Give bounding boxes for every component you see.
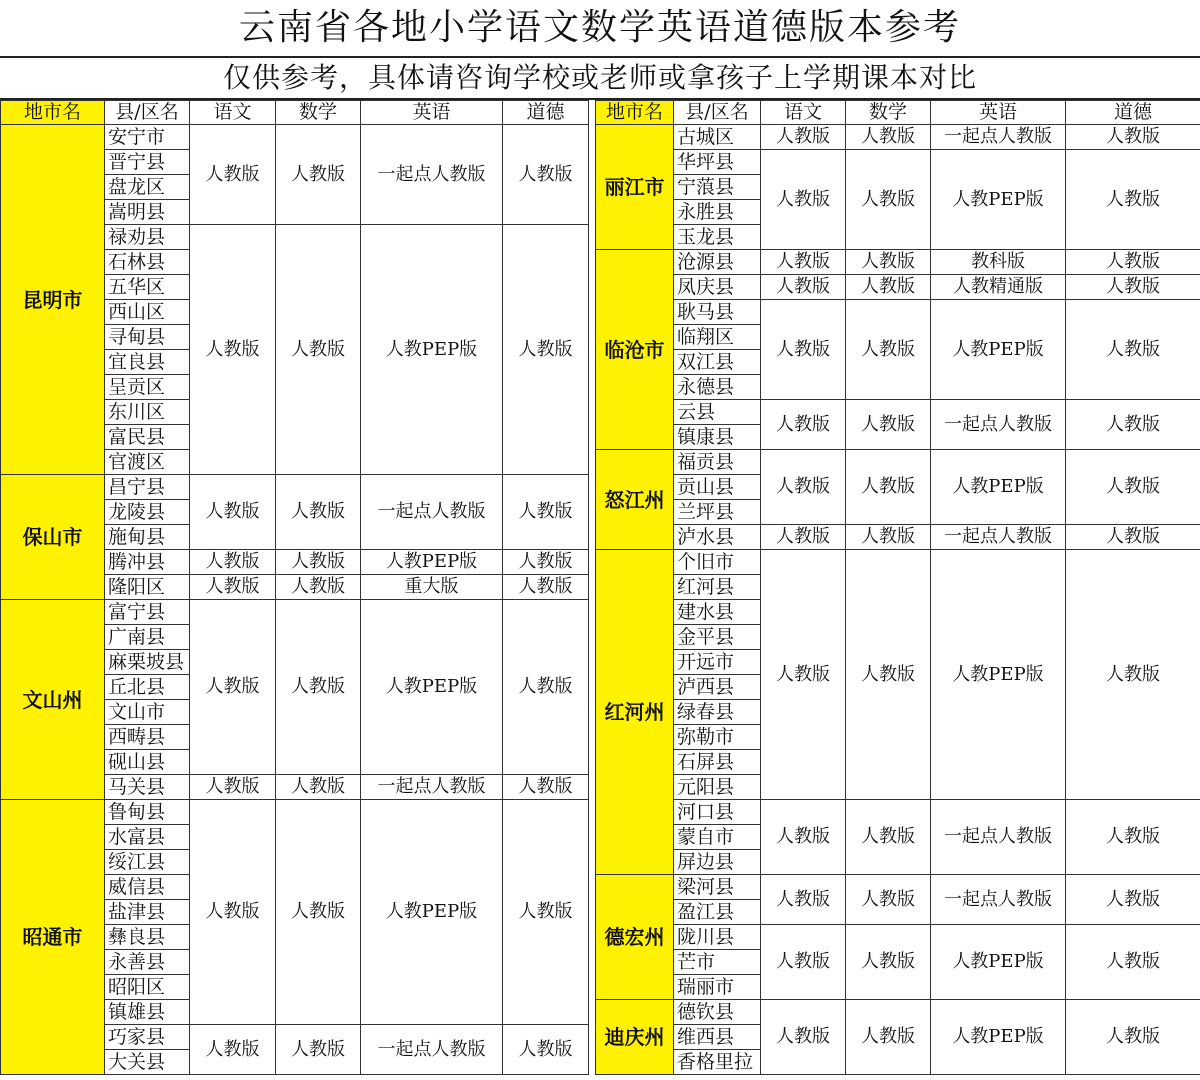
county-cell: 盘龙区 [104, 174, 190, 200]
city-cell: 保山市 [0, 474, 105, 600]
county-cell: 昭阳区 [104, 974, 190, 1000]
yingyu-version-cell: 一起点人教版 [360, 774, 503, 800]
daode-version-cell: 人教版 [502, 774, 589, 800]
county-cell: 泸水县 [673, 524, 761, 550]
county-cell: 贡山县 [673, 474, 761, 500]
county-cell: 砚山县 [104, 749, 190, 775]
shuxue-version-cell: 人教版 [845, 524, 931, 550]
county-cell: 盐津县 [104, 899, 190, 925]
county-cell: 宁蒗县 [673, 174, 761, 200]
county-cell: 大关县 [104, 1049, 190, 1075]
header-cell: 语文 [189, 100, 276, 125]
shuxue-version-cell: 人教版 [275, 1024, 361, 1075]
county-cell: 广南县 [104, 624, 190, 650]
divider-line [0, 98, 1200, 100]
yingyu-version-cell: 一起点人教版 [360, 124, 503, 225]
shuxue-version-cell: 人教版 [275, 574, 361, 600]
county-cell: 晋宁县 [104, 149, 190, 175]
yuwen-version-cell: 人教版 [760, 149, 846, 250]
yingyu-version-cell: 人教PEP版 [360, 549, 503, 575]
county-cell: 绿春县 [673, 699, 761, 725]
daode-version-cell: 人教版 [1065, 399, 1200, 450]
county-cell: 呈贡区 [104, 374, 190, 400]
header-cell: 道德 [1065, 100, 1200, 125]
shuxue-version-cell: 人教版 [275, 224, 361, 475]
header-cell: 数学 [275, 100, 361, 125]
county-cell: 西山区 [104, 299, 190, 325]
county-cell: 陇川县 [673, 924, 761, 950]
county-cell: 威信县 [104, 874, 190, 900]
header-cell: 县/区名 [104, 100, 190, 125]
county-cell: 泸西县 [673, 674, 761, 700]
header-cell: 县/区名 [673, 100, 761, 125]
shuxue-version-cell: 人教版 [845, 999, 931, 1075]
county-cell: 腾冲县 [104, 549, 190, 575]
county-cell: 永胜县 [673, 199, 761, 225]
county-cell: 古城区 [673, 124, 761, 150]
shuxue-version-cell: 人教版 [845, 874, 931, 925]
yingyu-version-cell: 人教PEP版 [360, 224, 503, 475]
yuwen-version-cell: 人教版 [760, 924, 846, 1000]
daode-version-cell: 人教版 [1065, 924, 1200, 1000]
city-cell: 红河州 [595, 549, 674, 875]
county-cell: 安宁市 [104, 124, 190, 150]
yuwen-version-cell: 人教版 [760, 999, 846, 1075]
daode-version-cell: 人教版 [1065, 524, 1200, 550]
daode-version-cell: 人教版 [1065, 249, 1200, 275]
county-cell: 彝良县 [104, 924, 190, 950]
county-cell: 屏边县 [673, 849, 761, 875]
daode-version-cell: 人教版 [502, 124, 589, 225]
city-cell: 临沧市 [595, 249, 674, 450]
yingyu-version-cell: 一起点人教版 [930, 799, 1066, 875]
county-cell: 巧家县 [104, 1024, 190, 1050]
shuxue-version-cell: 人教版 [845, 549, 931, 800]
daode-version-cell: 人教版 [1065, 799, 1200, 875]
page-subtitle: 仅供参考，具体请咨询学校或老师或拿孩子上学期课本对比 [222, 61, 977, 94]
yuwen-version-cell: 人教版 [760, 299, 846, 400]
county-cell: 镇雄县 [104, 999, 190, 1025]
shuxue-version-cell: 人教版 [275, 549, 361, 575]
yuwen-version-cell: 人教版 [189, 799, 276, 1025]
shuxue-version-cell: 人教版 [275, 774, 361, 800]
county-cell: 兰坪县 [673, 499, 761, 525]
shuxue-version-cell: 人教版 [845, 799, 931, 875]
county-cell: 鲁甸县 [104, 799, 190, 825]
shuxue-version-cell: 人教版 [845, 149, 931, 250]
yingyu-version-cell: 人教PEP版 [930, 549, 1066, 800]
yingyu-version-cell: 教科版 [930, 249, 1066, 275]
divider-line [0, 56, 1200, 58]
daode-version-cell: 人教版 [1065, 999, 1200, 1075]
shuxue-version-cell: 人教版 [275, 124, 361, 225]
city-cell: 德宏州 [595, 874, 674, 1000]
yuwen-version-cell: 人教版 [189, 124, 276, 225]
yingyu-version-cell: 人教PEP版 [930, 924, 1066, 1000]
county-cell: 云县 [673, 399, 761, 425]
yuwen-version-cell: 人教版 [760, 524, 846, 550]
county-cell: 芒市 [673, 949, 761, 975]
city-cell: 昭通市 [0, 799, 105, 1075]
county-cell: 宜良县 [104, 349, 190, 375]
county-cell: 维西县 [673, 1024, 761, 1050]
shuxue-version-cell: 人教版 [845, 399, 931, 450]
county-cell: 石屏县 [673, 749, 761, 775]
county-cell: 沧源县 [673, 249, 761, 275]
county-cell: 镇康县 [673, 424, 761, 450]
yuwen-version-cell: 人教版 [760, 449, 846, 525]
header-cell: 地市名 [595, 100, 674, 125]
county-cell: 富民县 [104, 424, 190, 450]
shuxue-version-cell: 人教版 [275, 799, 361, 1025]
yingyu-version-cell: 一起点人教版 [360, 1024, 503, 1075]
county-cell: 元阳县 [673, 774, 761, 800]
shuxue-version-cell: 人教版 [845, 274, 931, 300]
county-cell: 石林县 [104, 249, 190, 275]
daode-version-cell: 人教版 [502, 574, 589, 600]
header-cell: 地市名 [0, 100, 105, 125]
county-cell: 开远市 [673, 649, 761, 675]
yingyu-version-cell: 一起点人教版 [930, 399, 1066, 450]
county-cell: 嵩明县 [104, 199, 190, 225]
county-cell: 绥江县 [104, 849, 190, 875]
shuxue-version-cell: 人教版 [845, 124, 931, 150]
yuwen-version-cell: 人教版 [189, 224, 276, 475]
county-cell: 龙陵县 [104, 499, 190, 525]
yingyu-version-cell: 人教PEP版 [930, 999, 1066, 1075]
shuxue-version-cell: 人教版 [275, 599, 361, 775]
yuwen-version-cell: 人教版 [189, 549, 276, 575]
yuwen-version-cell: 人教版 [760, 274, 846, 300]
daode-version-cell: 人教版 [1065, 274, 1200, 300]
yingyu-version-cell: 人教PEP版 [930, 149, 1066, 250]
yuwen-version-cell: 人教版 [760, 124, 846, 150]
header-cell: 英语 [930, 100, 1066, 125]
yingyu-version-cell: 一起点人教版 [930, 524, 1066, 550]
yuwen-version-cell: 人教版 [189, 774, 276, 800]
county-cell: 昌宁县 [104, 474, 190, 500]
yingyu-version-cell: 人教PEP版 [360, 799, 503, 1025]
header-cell: 英语 [360, 100, 503, 125]
yingyu-version-cell: 人教精通版 [930, 274, 1066, 300]
header-cell: 语文 [760, 100, 846, 125]
county-cell: 临翔区 [673, 324, 761, 350]
shuxue-version-cell: 人教版 [845, 449, 931, 525]
county-cell: 寻甸县 [104, 324, 190, 350]
yingyu-version-cell: 一起点人教版 [930, 874, 1066, 925]
county-cell: 五华区 [104, 274, 190, 300]
shuxue-version-cell: 人教版 [275, 474, 361, 550]
county-cell: 德钦县 [673, 999, 761, 1025]
county-cell: 西畴县 [104, 724, 190, 750]
county-cell: 永善县 [104, 949, 190, 975]
county-cell: 香格里拉 [673, 1049, 761, 1075]
county-cell: 福贡县 [673, 449, 761, 475]
daode-version-cell: 人教版 [1065, 124, 1200, 150]
city-cell: 丽江市 [595, 124, 674, 250]
county-cell: 凤庆县 [673, 274, 761, 300]
county-cell: 施甸县 [104, 524, 190, 550]
header-cell: 道德 [502, 100, 589, 125]
header-cell: 数学 [845, 100, 931, 125]
daode-version-cell: 人教版 [502, 474, 589, 550]
yuwen-version-cell: 人教版 [760, 249, 846, 275]
county-cell: 隆阳区 [104, 574, 190, 600]
yingyu-version-cell: 一起点人教版 [360, 474, 503, 550]
daode-version-cell: 人教版 [502, 549, 589, 575]
city-cell: 迪庆州 [595, 999, 674, 1075]
city-cell: 昆明市 [0, 124, 105, 475]
county-cell: 富宁县 [104, 599, 190, 625]
daode-version-cell: 人教版 [1065, 299, 1200, 400]
yuwen-version-cell: 人教版 [189, 574, 276, 600]
yuwen-version-cell: 人教版 [189, 599, 276, 775]
yuwen-version-cell: 人教版 [189, 1024, 276, 1075]
yuwen-version-cell: 人教版 [760, 399, 846, 450]
city-cell: 文山州 [0, 599, 105, 800]
county-cell: 耿马县 [673, 299, 761, 325]
county-cell: 文山市 [104, 699, 190, 725]
county-cell: 玉龙县 [673, 224, 761, 250]
daode-version-cell: 人教版 [502, 799, 589, 1025]
county-cell: 金平县 [673, 624, 761, 650]
daode-version-cell: 人教版 [502, 1024, 589, 1075]
page-title: 云南省各地小学语文数学英语道德版本参考 [238, 7, 961, 48]
daode-version-cell: 人教版 [1065, 549, 1200, 800]
daode-version-cell: 人教版 [1065, 449, 1200, 525]
county-cell: 弥勒市 [673, 724, 761, 750]
yingyu-version-cell: 人教PEP版 [360, 599, 503, 775]
yuwen-version-cell: 人教版 [760, 874, 846, 925]
county-cell: 蒙自市 [673, 824, 761, 850]
county-cell: 水富县 [104, 824, 190, 850]
county-cell: 盈江县 [673, 899, 761, 925]
daode-version-cell: 人教版 [1065, 874, 1200, 925]
county-cell: 华坪县 [673, 149, 761, 175]
county-cell: 马关县 [104, 774, 190, 800]
county-cell: 丘北县 [104, 674, 190, 700]
shuxue-version-cell: 人教版 [845, 299, 931, 400]
county-cell: 永德县 [673, 374, 761, 400]
yuwen-version-cell: 人教版 [189, 474, 276, 550]
county-cell: 瑞丽市 [673, 974, 761, 1000]
county-cell: 禄劝县 [104, 224, 190, 250]
yuwen-version-cell: 人教版 [760, 799, 846, 875]
county-cell: 河口县 [673, 799, 761, 825]
shuxue-version-cell: 人教版 [845, 924, 931, 1000]
county-cell: 双江县 [673, 349, 761, 375]
daode-version-cell: 人教版 [502, 599, 589, 775]
shuxue-version-cell: 人教版 [845, 249, 931, 275]
yingyu-version-cell: 人教PEP版 [930, 449, 1066, 525]
daode-version-cell: 人教版 [1065, 149, 1200, 250]
yuwen-version-cell: 人教版 [760, 549, 846, 800]
yingyu-version-cell: 一起点人教版 [930, 124, 1066, 150]
yingyu-version-cell: 重大版 [360, 574, 503, 600]
city-cell: 怒江州 [595, 449, 674, 550]
county-cell: 麻栗坡县 [104, 649, 190, 675]
county-cell: 建水县 [673, 599, 761, 625]
yingyu-version-cell: 人教PEP版 [930, 299, 1066, 400]
daode-version-cell: 人教版 [502, 224, 589, 475]
county-cell: 红河县 [673, 574, 761, 600]
county-cell: 个旧市 [673, 549, 761, 575]
county-cell: 东川区 [104, 399, 190, 425]
county-cell: 梁河县 [673, 874, 761, 900]
county-cell: 官渡区 [104, 449, 190, 475]
